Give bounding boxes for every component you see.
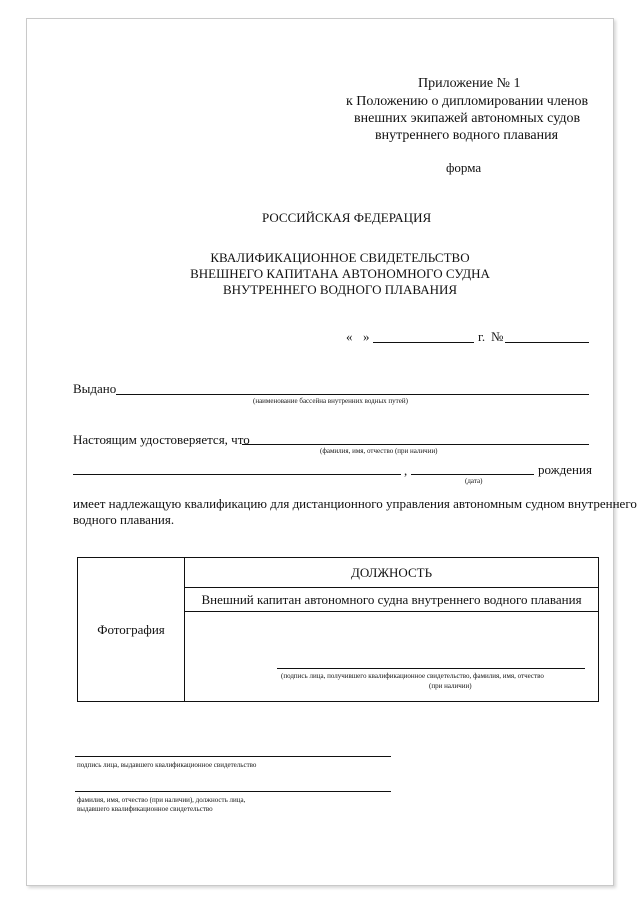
appendix-line-2: внешних экипажей автономных судов — [354, 111, 581, 126]
year-label: г. — [478, 329, 486, 344]
photo-label: Фотография — [97, 621, 165, 637]
full-name-field-line[interactable] — [242, 444, 589, 445]
doc-title-line-2: ВНЕШНЕГО КАПИТАНА АВТОНОМНОГО СУДНА — [190, 266, 490, 281]
qualification-text-line-1: имеет надлежащую квалификацию для дистанционного управления автономным судном внутреннего — [73, 496, 637, 511]
position-value-cell — [185, 588, 599, 612]
number-label: № — [491, 329, 504, 344]
signature-cell[interactable] — [185, 612, 599, 702]
form-label: форма — [446, 160, 482, 175]
birth-label: рождения — [538, 462, 592, 477]
certify-label: Настоящим удостоверяется, что — [73, 432, 250, 447]
issuer-signature-caption: подпись лица, выдавшего квалификационное свидетельство — [77, 761, 257, 769]
appendix-title: Приложение № 1 — [418, 76, 521, 91]
signature-caption-line-2: (при наличии) — [429, 682, 472, 690]
date-field-line[interactable] — [373, 342, 474, 343]
position-header-cell — [185, 558, 599, 588]
birth-date-caption: (дата) — [465, 477, 483, 485]
number-field-line[interactable] — [505, 342, 589, 343]
doc-title-line-3: ВНУТРЕННЕГО ВОДНОГО ПЛАВАНИЯ — [222, 282, 458, 297]
position-header: ДОЛЖНОСТЬ — [350, 564, 433, 580]
photo-cell — [78, 558, 185, 702]
qualification-text-line-2: водного плавания. — [73, 512, 175, 527]
appendix-line-1: к Положению о дипломировании членов — [346, 94, 589, 109]
date-close-quote: » — [363, 329, 370, 344]
birth-date-field-line[interactable] — [411, 474, 534, 475]
issuer-name-caption-line-2: выдавшего квалификационное свидетельство — [77, 805, 213, 813]
certificate-table — [77, 557, 599, 702]
full-name-caption: (фамилия, имя, отчество (при наличии) — [320, 447, 438, 455]
appendix-line-3: внутреннего водного плавания — [375, 128, 559, 143]
country-name: РОССИЙСКАЯ ФЕДЕРАЦИЯ — [262, 210, 432, 225]
doc-title-line-1: КВАЛИФИКАЦИОННОЕ СВИДЕТЕЛЬСТВО — [210, 250, 470, 265]
comma-separator: , — [404, 463, 408, 478]
signature-field-line[interactable] — [277, 668, 585, 669]
issuer-name-caption-line-1: фамилия, имя, отчество (при наличии), должность лица, — [77, 796, 246, 804]
issuer-name-line[interactable] — [75, 791, 391, 792]
issued-label: Выдано — [73, 381, 117, 396]
date-open-quote: « — [346, 329, 353, 344]
signature-caption-line-1: (подпись лица, получившего квалификационное свидетельство, фамилия, имя, отчество — [281, 672, 544, 680]
issued-caption: (наименование бассейна внутренних водных путей) — [253, 397, 408, 405]
issuer-signature-line[interactable] — [75, 756, 391, 757]
full-name-continued-line[interactable] — [73, 474, 401, 475]
position-value: Внешний капитан автономного судна внутреннего водного плавания — [201, 591, 582, 607]
issued-field-line[interactable] — [116, 394, 589, 395]
